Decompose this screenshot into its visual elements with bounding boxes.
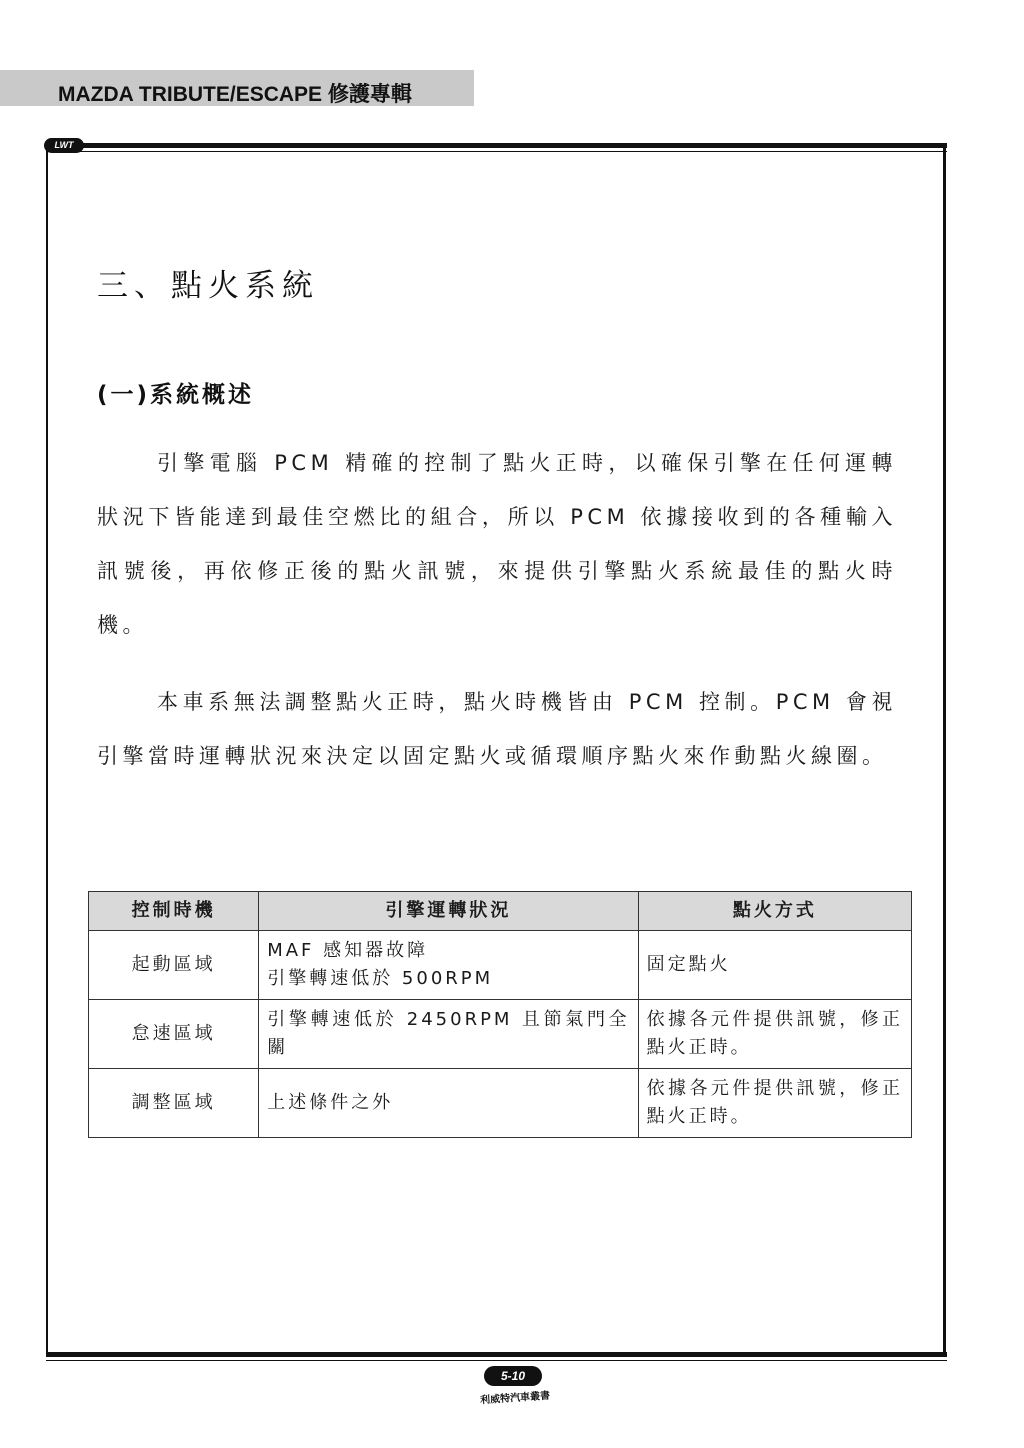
- frame-bottom-rule: [46, 1352, 947, 1357]
- header-control-timing: 控制時機: [89, 892, 259, 931]
- chapter-title: 三、點火系統: [97, 268, 319, 304]
- section-title: (一)系統概述: [97, 382, 255, 408]
- region-cell: 怠速區域: [89, 1000, 259, 1069]
- frame-right-rule: [943, 148, 946, 1355]
- header-ignition-mode: 點火方式: [638, 892, 911, 931]
- overview-paragraph-2: 本車系無法調整點火正時，點火時機皆由 PCM 控制。PCM 會視引擎當時運轉狀況來決定以固定點火或循環順序點火來作動點火線圈。: [97, 690, 897, 768]
- ignition-control-table: [88, 891, 912, 1138]
- region-cell: 起動區域: [89, 931, 259, 1000]
- mode-cell: 固定點火: [638, 931, 911, 1000]
- overview-paragraph-1: 引擎電腦 PCM 精確的控制了點火正時，以確保引擎在任何運轉狀況下皆能達到最佳空燃比的組合，所以 PCM 依據接收到的各種輸入訊號後，再依修正後的點火訊號，來提供引擎點火系統最佳的點火時機。: [97, 451, 897, 637]
- page-number: 5-10: [484, 1366, 542, 1386]
- table-header-row: [89, 892, 912, 931]
- publisher-name: 利威特汽車叢書: [479, 1390, 551, 1407]
- condition-line: 引擎轉速低於 500RPM: [267, 968, 494, 989]
- table-row: [89, 1069, 912, 1138]
- condition-cell: 引擎轉速低於 2450RPM 且節氣門全關: [259, 1000, 638, 1069]
- frame-left-rule: [46, 148, 48, 1355]
- table-row: [89, 1000, 912, 1069]
- mode-cell: 依據各元件提供訊號，修正點火正時。: [638, 1069, 911, 1138]
- frame-top-rule: [46, 143, 947, 148]
- frame-top-thin-rule: [46, 151, 947, 152]
- condition-cell: 上述條件之外: [259, 1069, 638, 1138]
- header-engine-condition: 引擎運轉狀況: [259, 892, 638, 931]
- book-title: MAZDA TRIBUTE/ESCAPE 修護專輯: [58, 83, 412, 106]
- publisher-logo: LWT: [44, 138, 84, 153]
- table-row: [89, 931, 912, 1000]
- region-cell: 調整區域: [89, 1069, 259, 1138]
- condition-cell: [259, 931, 638, 1000]
- frame-bottom-thin-rule: [46, 1360, 947, 1361]
- condition-line: MAF 感知器故障: [267, 940, 429, 961]
- mode-cell: 依據各元件提供訊號，修正點火正時。: [638, 1000, 911, 1069]
